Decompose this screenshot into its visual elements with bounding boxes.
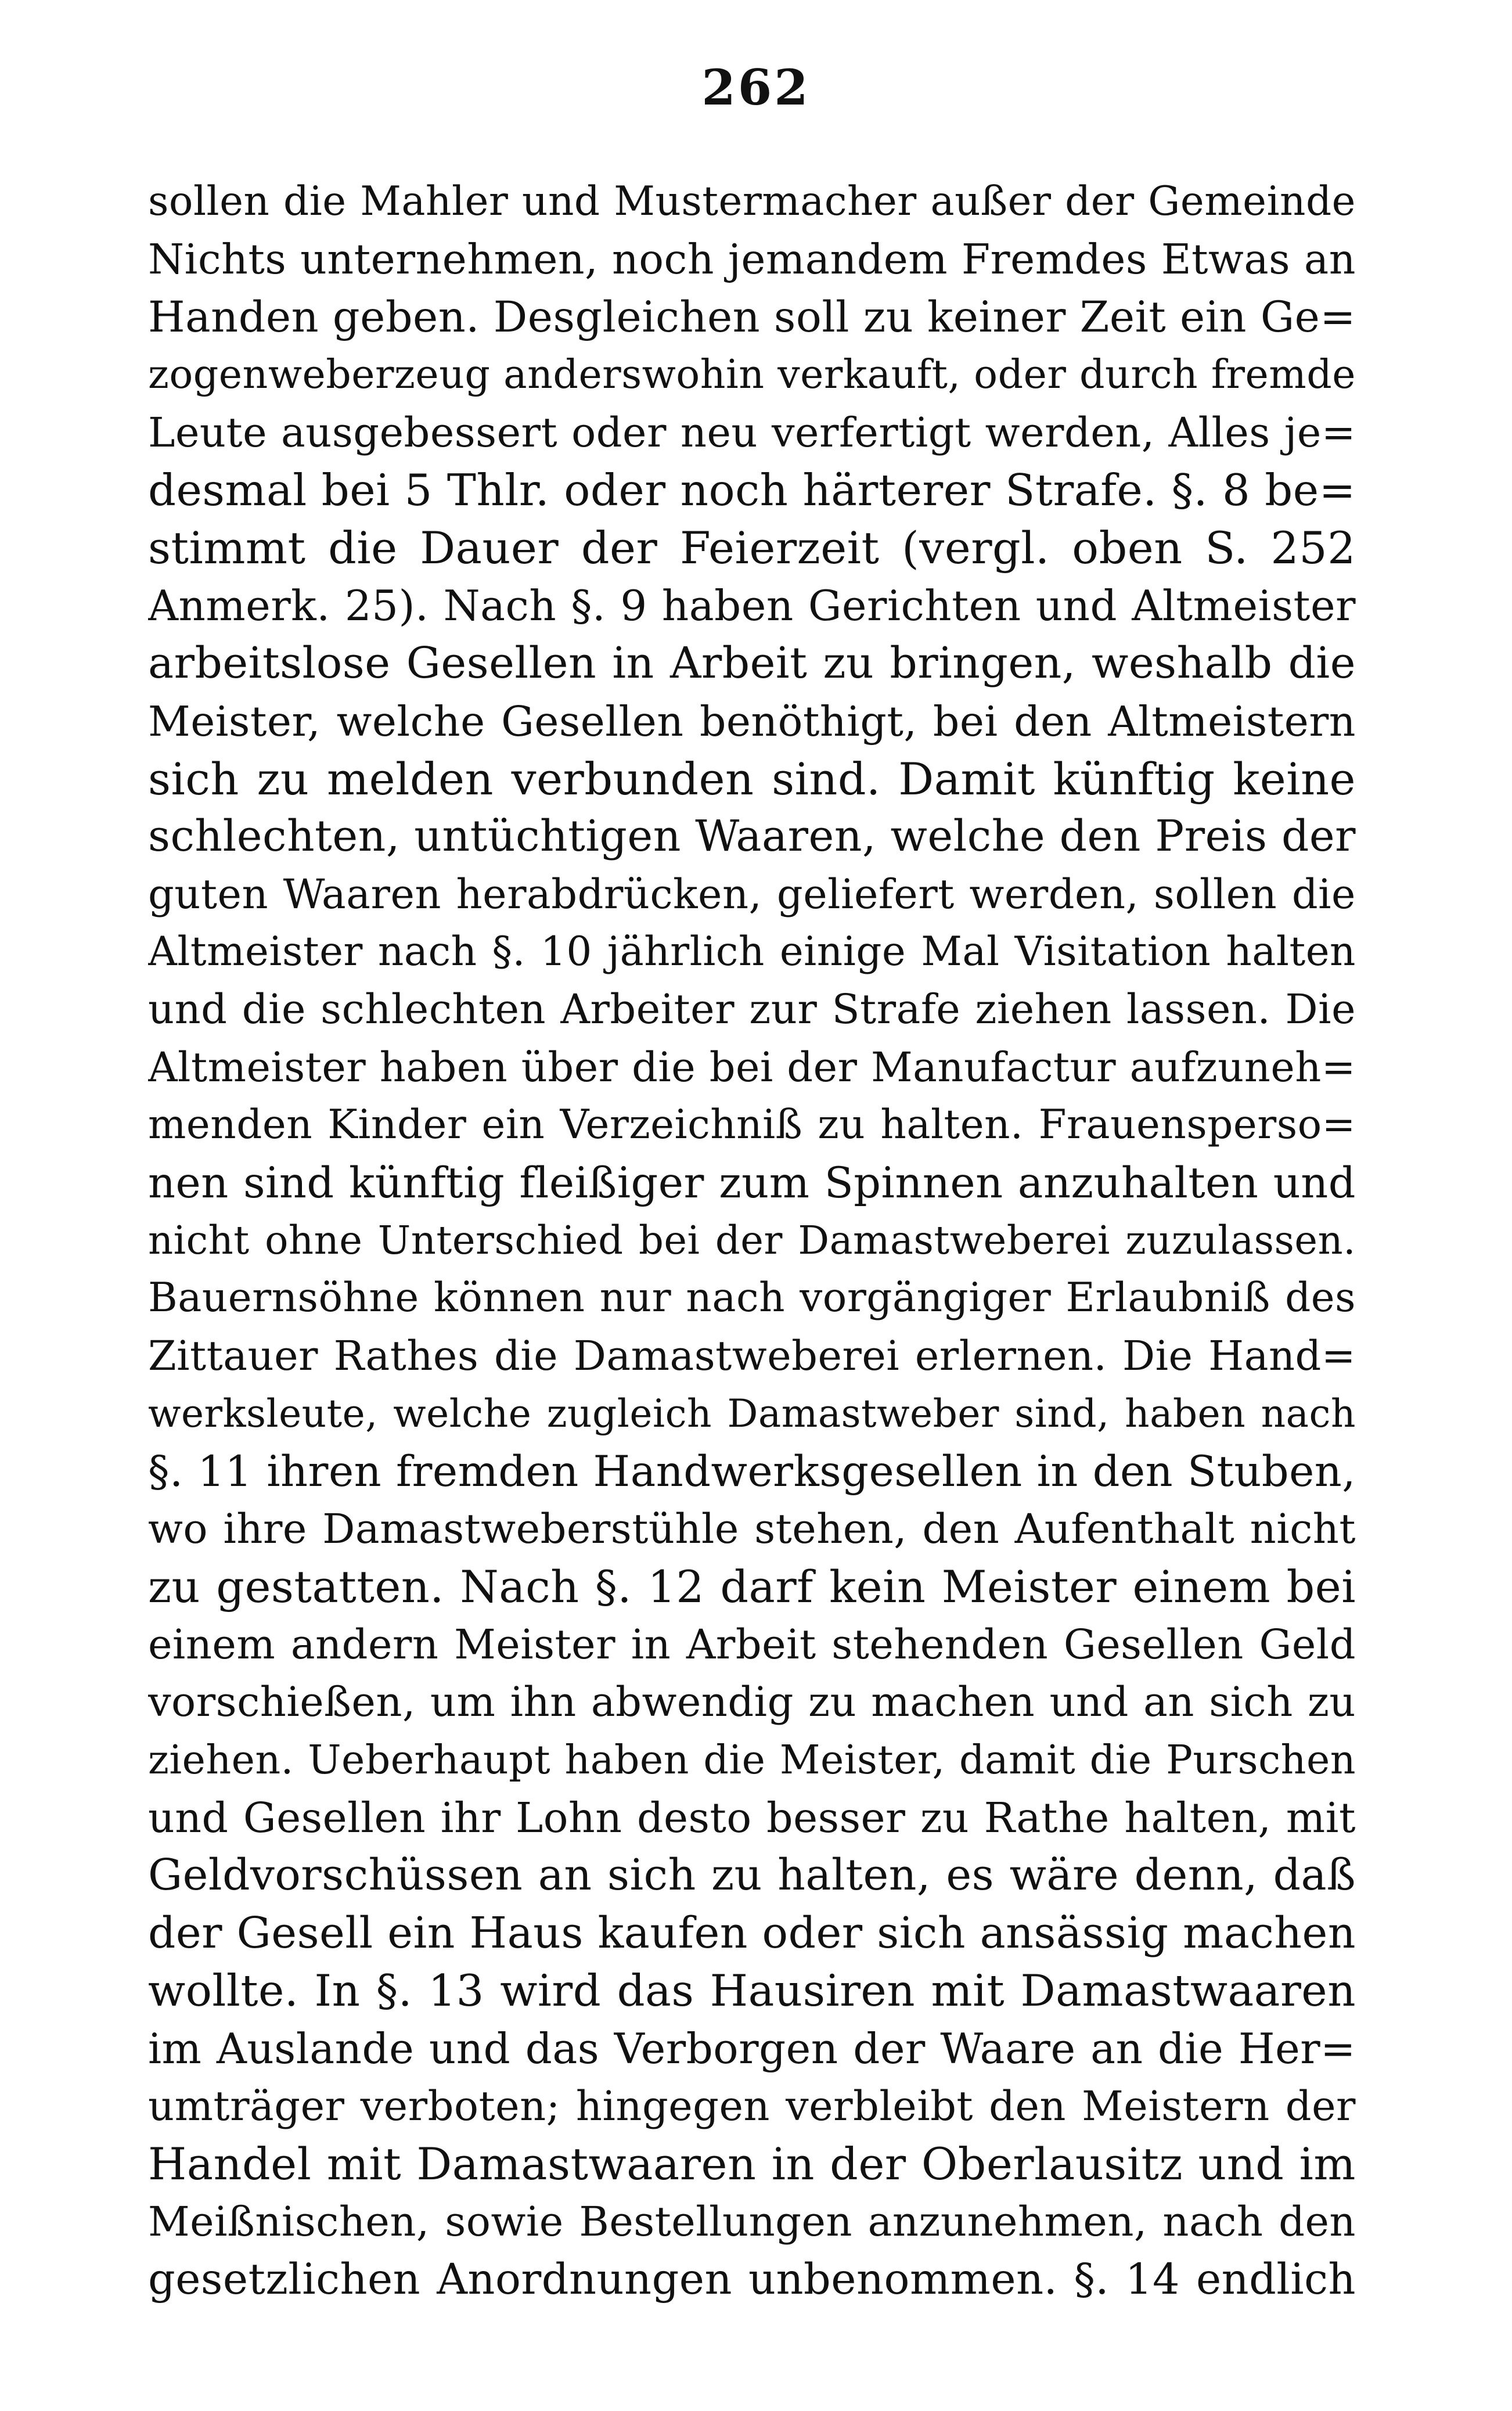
text-line: Meißnischen, sowie Bestellungen anzunehmen, nach den [148,2197,1356,2246]
text-line: Handel mit Damastwaaren in der Oberlausitz und im [148,2138,1356,2190]
text-line: nen sind künftig fleißiger zum Spinnen anzuhalten und [148,1158,1356,1208]
text-line: wollte. In §. 13 wird das Hausiren mit Damastwaaren [148,1965,1356,2017]
text-line: Nichts unternehmen, noch jemandem Fremdes Etwas an [148,235,1356,284]
text-line: Anmerk. 25). Nach §. 9 haben Gerichten und Altmeister [148,581,1356,630]
body-text [148,173,1356,2308]
text-line: Zittauer Rathes die Damastweberei erlernen. Die Hand= [148,1332,1356,1380]
text-line: im Auslande und das Verborgen der Waare an die Her= [148,2024,1356,2073]
text-line: sollen die Mahler und Mustermacher außer der Gemeinde [148,178,1356,225]
text-line: und Gesellen ihr Lohn desto besser zu Rathe halten, mit [148,1793,1356,1842]
text-line: Bauernsöhne können nur nach vorgängiger Erlaubniß des [148,1275,1356,1322]
text-line: und die schlechten Arbeiter zur Strafe ziehen lassen. Die [148,985,1356,1034]
text-line: stimmt die Dauer der Feierzeit (vergl. oben S. 252 [148,522,1356,574]
text-line: gesetzlichen Anordnungen unbenommen. §. 14 endlich [148,2255,1356,2305]
text-line: zogenweberzeug anderswohin verkauft, oder durch fremde [148,352,1356,398]
text-line: schlechten, untüchtigen Waaren, welche den Preis der [148,811,1356,862]
text-line: zu gestatten. Nach §. 12 darf kein Meister einem bei [148,1561,1356,1613]
text-line: Leute ausgebessert oder neu verfertigt werden, Alles je= [148,408,1356,456]
text-line: werksleute, welche zugleich Damastweber sind, haben nach [148,1391,1356,1437]
text-line: Meister, welche Gesellen benöthigt, bei den Altmeistern [148,697,1356,746]
text-line: wo ihre Damastweberstühle stehen, den Aufenthalt nicht [148,1505,1356,1553]
text-line: §. 11 ihren fremden Handwerksgesellen in den Stuben, [148,1446,1356,1496]
text-line: Altmeister nach §. 10 jährlich einige Mal Visitation halten [148,929,1356,976]
text-line: umträger verboten; hingegen verbleibt den Meistern der [148,2082,1356,2130]
page-number: 262 [701,59,811,116]
text-line: sich zu melden verbunden sind. Damit künftig keine [148,753,1356,805]
text-line: einem andern Meister in Arbeit stehenden Gesellen Geld [148,1620,1356,1668]
text-line: ziehen. Ueberhaupt haben die Meister, damit die Purschen [148,1737,1356,1783]
text-line: arbeitslose Gesellen in Arbeit zu bringen, weshalb die [148,638,1356,689]
text-line: guten Waaren herabdrücken, geliefert werden, sollen die [148,870,1356,918]
text-line: Handen geben. Desgleichen soll zu keiner Zeit ein Ge= [148,292,1356,342]
text-line: nicht ohne Unterschied bei der Damastweberei zuzulassen. [148,1218,1356,1264]
text-line: Geldvorschüssen an sich zu halten, es wäre denn, daß [148,1850,1356,1901]
text-line: menden Kinder ein Verzeichniß zu halten. Frauensperso= [148,1102,1356,1149]
text-line: der Gesell ein Haus kaufen oder sich ansässig machen [148,1908,1356,1958]
text-line: desmal bei 5 Thlr. oder noch härterer Strafe. §. 8 be= [148,464,1356,516]
text-line: vorschießen, um ihn abwendig zu machen und an sich zu [148,1678,1356,1726]
text-line: Altmeister haben über die bei der Manufactur aufzuneh= [148,1043,1356,1091]
